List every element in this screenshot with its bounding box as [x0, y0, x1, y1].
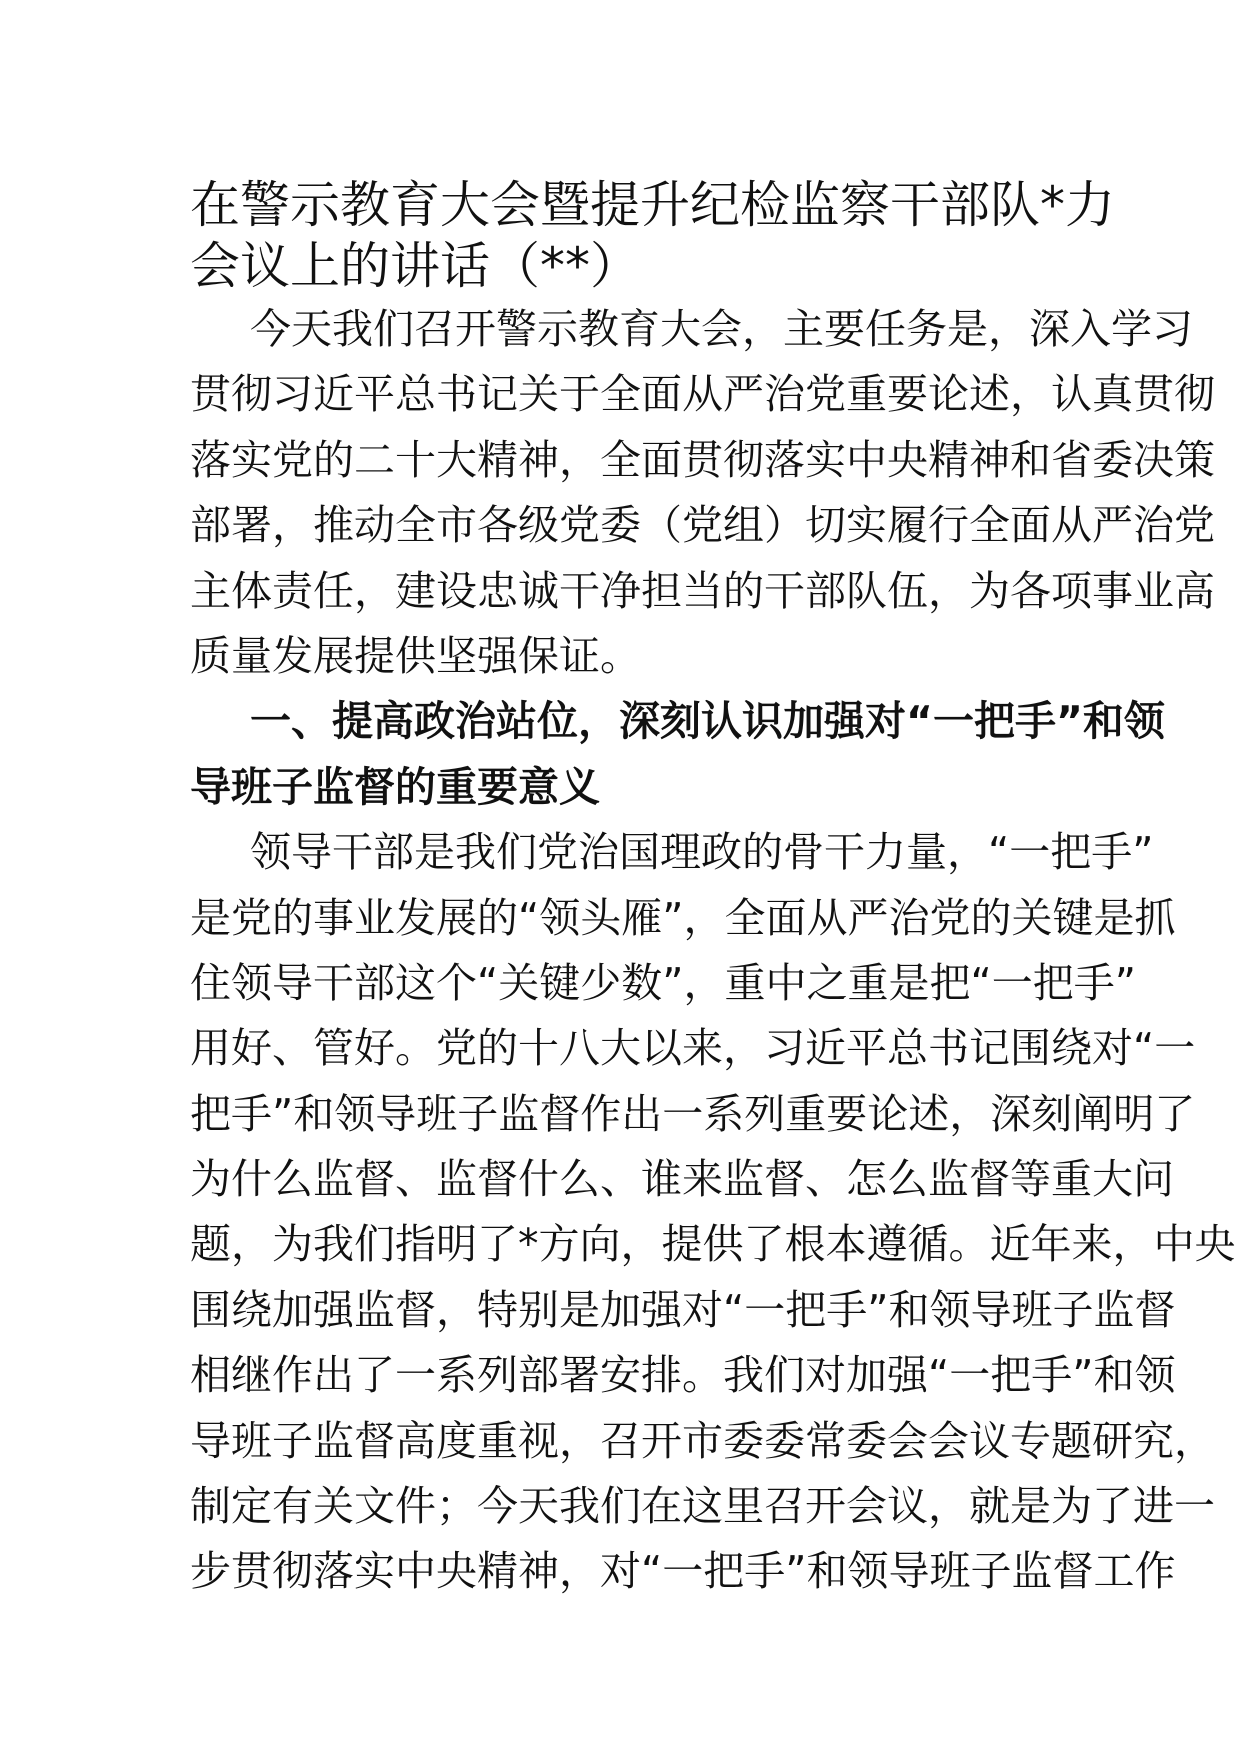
text-line: 今天我们召开警示教育大会，主要任务是，深入学习 — [250, 305, 1193, 353]
text-line: 导班子监督的重要意义 — [190, 762, 600, 811]
text-line: 围绕加强监督，特别是加强对“一把手”和领导班子监督 — [190, 1285, 1176, 1334]
text-line: 质量发展提供坚强保证。 — [190, 631, 641, 680]
text-line: 为什么监督、监督什么、谁来监督、怎么监督等重大问 — [190, 1155, 1174, 1204]
document-body — [190, 297, 1236, 1605]
text-line: 是党的事业发展的“领头雁”，全面从严治党的关键是抓 — [190, 893, 1176, 942]
text-line: 贯彻习近平总书记关于全面从严治党重要论述，认真贯彻 — [190, 370, 1215, 419]
text-line: 领导干部是我们党治国理政的骨干力量，“一把手” — [250, 828, 1154, 877]
document-page — [190, 175, 1236, 1605]
text-line: 步贯彻落实中央精神，对“一把手”和领导班子监督工作 — [190, 1547, 1176, 1596]
text-line: 落实党的二十大精神，全面贯彻落实中央精神和省委决策 — [190, 435, 1215, 484]
text-line: 导班子监督高度重视，召开市委委常委会会议专题研究， — [190, 1416, 1215, 1465]
text-line: 部署，推动全市各级党委（党组）切实履行全面从严治党 — [190, 501, 1215, 550]
title-line: 会议上的讲话（**） — [190, 237, 640, 295]
paragraph — [190, 820, 1236, 1605]
title-line: 在警示教育大会暨提升纪检监察干部队*力 — [190, 176, 1115, 234]
text-line: 一、提高政治站位，深刻认识加强对“一把手”和领 — [250, 697, 1165, 746]
section-heading — [190, 689, 1165, 820]
text-line: 主体责任，建设忠诚干净担当的干部队伍，为各项事业高 — [190, 566, 1215, 615]
paragraph — [190, 297, 1215, 689]
text-line: 把手”和领导班子监督作出一系列重要论述，深刻阐明了 — [190, 1089, 1196, 1138]
text-line: 相继作出了一系列部署安排。我们对加强“一把手”和领 — [190, 1351, 1176, 1400]
document-title — [190, 175, 1115, 297]
text-line: 题，为我们指明了*方向，提供了根本遵循。近年来，中央 — [190, 1220, 1236, 1269]
text-line: 制定有关文件；今天我们在这里召开会议，就是为了进一 — [190, 1482, 1215, 1531]
text-line: 用好、管好。党的十八大以来，习近平总书记围绕对“一 — [190, 1024, 1196, 1073]
text-line: 住领导干部这个“关键少数”，重中之重是把“一把手” — [190, 958, 1136, 1007]
